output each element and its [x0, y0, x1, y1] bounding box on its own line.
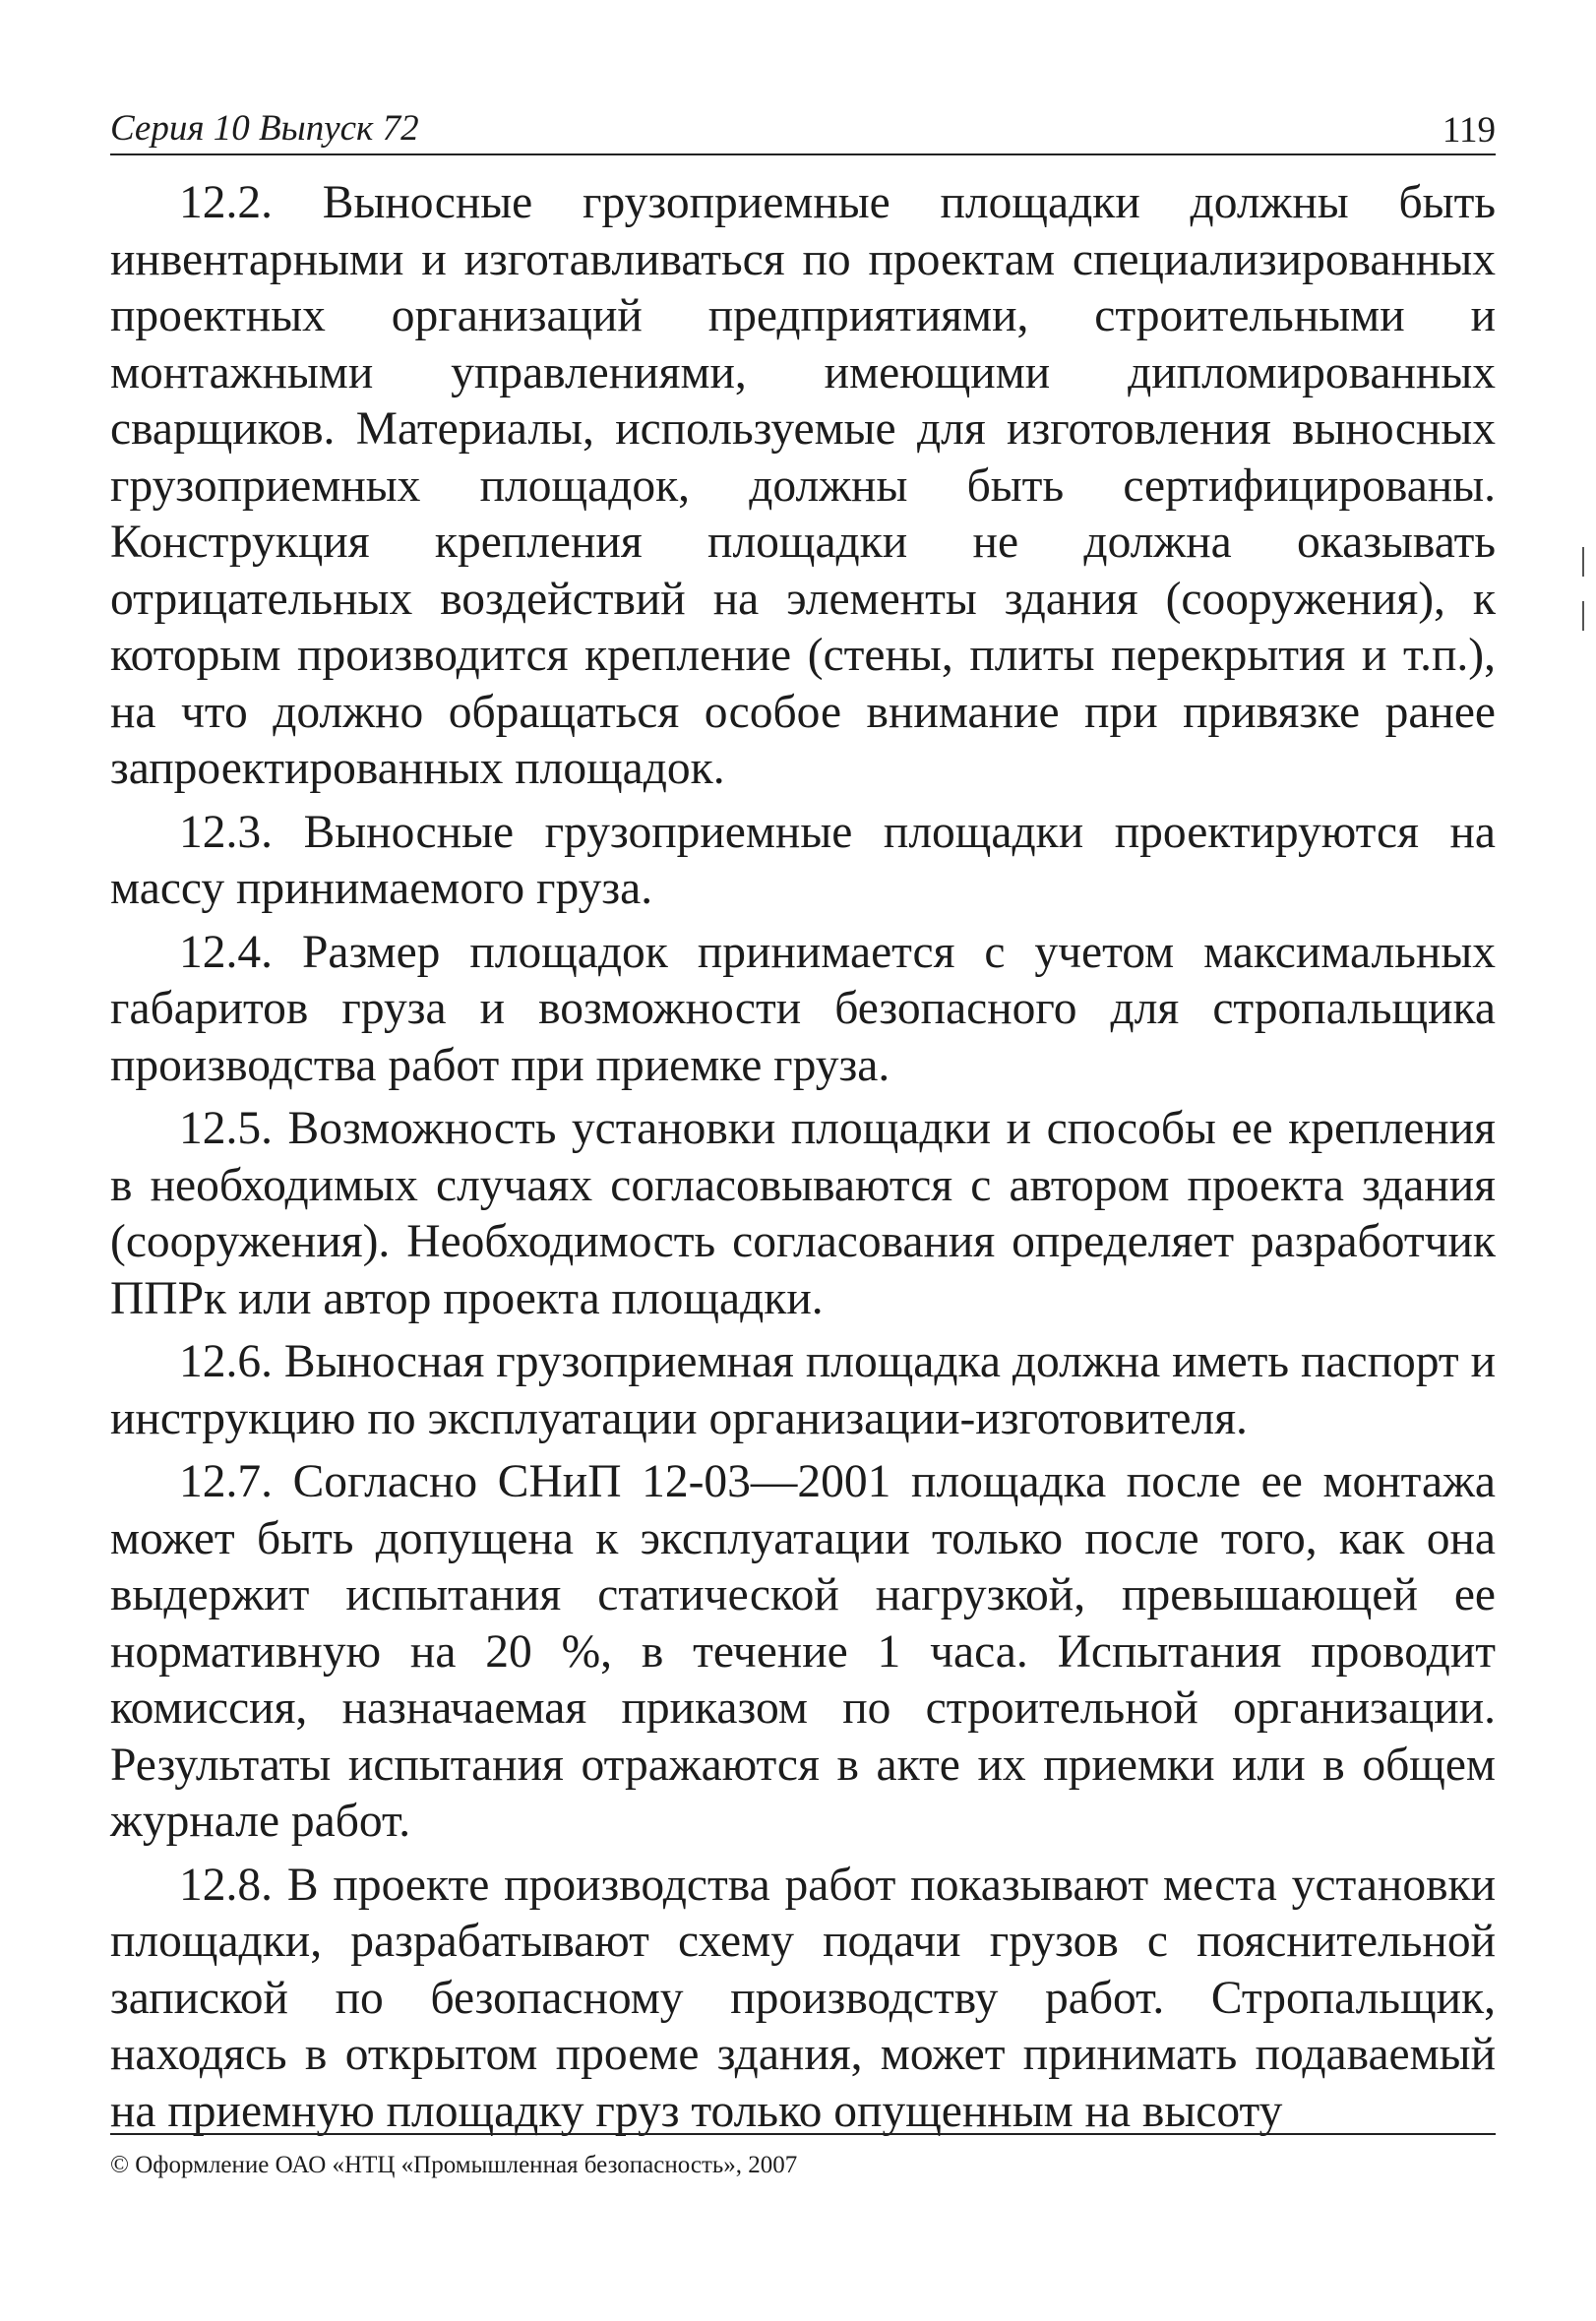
margin-mark — [1582, 547, 1584, 577]
paragraph-12-3: 12.3. Выносные грузоприемные площадки проектируются на массу принимаемого груза. — [110, 806, 1496, 914]
page-number: 119 — [1442, 110, 1496, 151]
copyright-notice: © Оформление ОАО «НТЦ «Промышленная безопасность», 2007 — [110, 2152, 798, 2178]
running-header — [110, 98, 1496, 155]
paragraph-12-6: 12.6. Выносная грузоприемная площадка должна иметь паспорт и инструкцию по эксплуатации организации-изготовителя. — [110, 1336, 1496, 1444]
paragraph-12-7: 12.7. Согласно СНиП 12-03—2001 площадка после ее монтажа может быть допущена к эксплуатации только после того, как она выдержит испытания статической нагрузкой, превышающей ее нормативную на 20 %, в течение 1 часа. Испытания проводит комиссия, назначаемая приказом по строительной организации. Результаты испытания отражаются в акте их приемки или в общем журнале работ. — [110, 1456, 1496, 1847]
paragraph-12-2: 12.2. Выносные грузоприемные площадки должны быть инвентарными и изготавливаться по проектам специализированных проектных организаций предприятиями, строительными и монтажными управлениями, имеющими дипломированных сварщиков. Материалы, используемые для изготовления выносных грузоприемных площадок, должны быть сертифицированы. Конструкция крепления площадки не должна оказывать отрицательных воздействий на элементы здания (сооружения), к которым производится крепление (стены, плиты перекрытия и т.п.), на что должно обращаться особое внимание при привязке ранее запроектированных площадок. — [110, 177, 1496, 794]
body-text — [110, 175, 1496, 2147]
series-title: Серия 10 Выпуск 72 — [110, 108, 419, 149]
paragraph-12-4: 12.4. Размер площадок принимается с учетом максимальных габаритов груза и возможности безопасного для стропальщика производства работ при приемке груза. — [110, 926, 1496, 1091]
margin-mark — [1582, 601, 1584, 631]
page-footer — [110, 2133, 1496, 2180]
paragraph-12-5: 12.5. Возможность установки площадки и способы ее крепления в необходимых случаях согласовываются с автором проекта здания (сооружения). Необходимость согласования определяет разработчик ППРк или автор проекта площадки. — [110, 1103, 1496, 1324]
paragraph-12-8: 12.8. В проекте производства работ показывают места установки площадки, разрабатывают схему подачи грузов с пояснительной запиской по безопасному производству работ. Стропальщик, находясь в открытом проеме здания, может принимать подаваемый на приемную площадку груз только опущенным на высоту — [110, 1859, 1496, 2137]
